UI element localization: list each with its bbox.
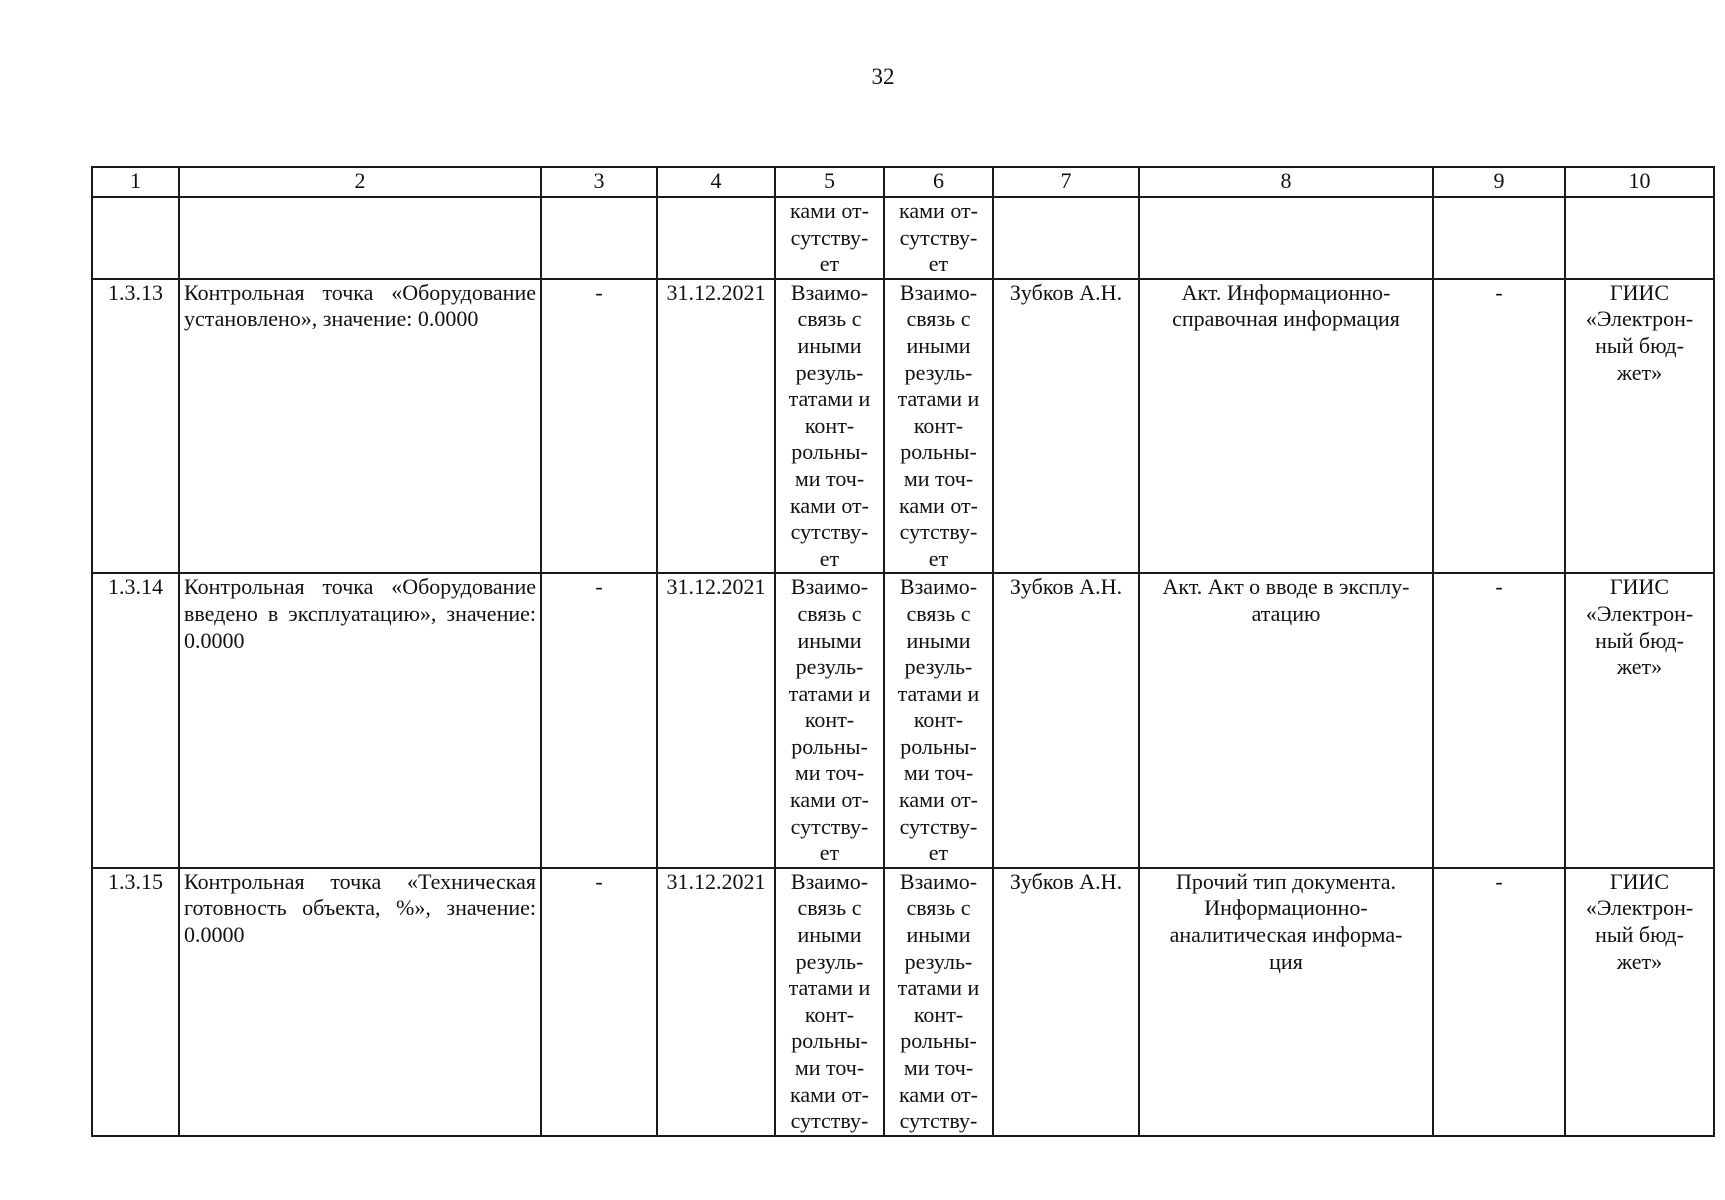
text-line: Информационно- xyxy=(1204,895,1368,921)
cell-empty xyxy=(1139,197,1433,279)
text-line: ет xyxy=(928,251,949,277)
relation-cell xyxy=(884,197,993,279)
text-line: «Электрон- xyxy=(1585,895,1694,921)
text-line: ет xyxy=(928,545,949,571)
table-row xyxy=(92,868,1714,1136)
text-line: иными xyxy=(906,332,971,358)
text-line: связь с xyxy=(906,895,971,921)
header-cell-9: 9 xyxy=(1433,167,1565,197)
header-cell-2: 2 xyxy=(179,167,541,197)
page-number: 32 xyxy=(871,64,895,89)
text-line: иными xyxy=(906,627,971,653)
text-line: ми точ- xyxy=(794,465,865,491)
checkpoint-name: Контрольная точка «Оборудование введено в эксплуатацию», значение: 0.0000 xyxy=(179,573,541,868)
col3-value: - xyxy=(541,868,657,1136)
text-line: справочная информация xyxy=(1172,306,1400,332)
text-line: связь с xyxy=(906,600,971,626)
text-line: ция xyxy=(1269,948,1303,974)
header-cell-1: 1 xyxy=(92,167,179,197)
cell-empty xyxy=(993,197,1139,279)
header-cell-8: 8 xyxy=(1139,167,1433,197)
relation-cell xyxy=(775,573,884,868)
col9-value: - xyxy=(1433,573,1565,868)
col3-value: - xyxy=(541,573,657,868)
text-line: татами и xyxy=(788,680,871,706)
text-line: сутству- xyxy=(899,224,978,250)
relation-cell xyxy=(884,279,993,574)
row-number: 1.3.15 xyxy=(92,868,179,1136)
text-line: сутству- xyxy=(899,519,978,545)
table-row xyxy=(92,573,1714,868)
text-line: жет» xyxy=(1616,654,1663,680)
col9-value: - xyxy=(1433,868,1565,1136)
text-line: ный бюд- xyxy=(1595,332,1684,358)
text-line: конт- xyxy=(913,412,964,438)
text-line: ет xyxy=(819,545,840,571)
text-line: иными xyxy=(797,332,862,358)
text-line: Акт. Акт о вводе в эксплу- xyxy=(1162,574,1410,600)
text-line: ми точ- xyxy=(903,1055,974,1080)
text-line: Акт. Информационно- xyxy=(1181,279,1391,305)
text-line: аналитическая информа- xyxy=(1169,922,1403,948)
col9-value: - xyxy=(1433,279,1565,574)
text-line: сутству- xyxy=(899,1108,978,1134)
row-number: 1.3.13 xyxy=(92,279,179,574)
table-row xyxy=(92,279,1714,574)
text-line: атацию xyxy=(1251,600,1321,626)
text-line: сутству- xyxy=(790,813,869,839)
text-line: татами и xyxy=(788,975,871,1001)
text-line: резуль- xyxy=(795,654,864,680)
text-line: ный бюд- xyxy=(1595,922,1684,948)
text-line: Взаимо- xyxy=(899,574,978,600)
text-line: иными xyxy=(906,922,971,948)
checkpoint-name: Контрольная точка «Техническая готовность объекта, %», значение: 0.0000 xyxy=(179,868,541,1136)
text-line: ками от- xyxy=(899,492,978,518)
information-system xyxy=(1565,868,1714,1136)
due-date: 31.12.2021 xyxy=(657,573,775,868)
responsible-person: Зубков А.Н. xyxy=(993,279,1139,574)
text-line: связь с xyxy=(797,895,862,921)
header-cell-5: 5 xyxy=(775,167,884,197)
text-line: конт- xyxy=(804,412,855,438)
checkpoint-name: Контрольная точка «Оборудование установлено», значение: 0.0000 xyxy=(179,279,541,574)
text-line: ГИИС xyxy=(1609,279,1670,305)
text-line: ками от- xyxy=(790,492,869,518)
text-line: конт- xyxy=(804,707,855,733)
relation-cell xyxy=(775,279,884,574)
text-line: сутству- xyxy=(899,813,978,839)
row-number: 1.3.14 xyxy=(92,573,179,868)
text-line: ками от- xyxy=(899,1081,978,1107)
text-line: ками от- xyxy=(790,1081,869,1107)
text-line: ми точ- xyxy=(903,465,974,491)
header-cell-4: 4 xyxy=(657,167,775,197)
text-line: конт- xyxy=(913,1001,964,1027)
text-line: сутству- xyxy=(790,519,869,545)
cell-empty xyxy=(1565,197,1714,279)
text-line: резуль- xyxy=(904,359,973,385)
text-line: рольны- xyxy=(900,733,977,759)
text-line: ГИИС xyxy=(1609,574,1670,600)
text-line: ет xyxy=(819,251,840,277)
text-line: конт- xyxy=(804,1001,855,1027)
text-line: татами и xyxy=(788,386,871,412)
text-line: ками от- xyxy=(790,198,869,223)
text-line: Взаимо- xyxy=(790,868,869,894)
text-line: ГИИС xyxy=(1609,868,1670,894)
text-line: Прочий тип документа. xyxy=(1176,868,1396,894)
text-line: ками от- xyxy=(899,198,978,223)
text-line: ет xyxy=(928,840,949,866)
text-line: Взаимо- xyxy=(899,868,978,894)
text-line: татами и xyxy=(897,975,980,1001)
text-line: конт- xyxy=(913,707,964,733)
text-line: ет xyxy=(819,840,840,866)
cell-empty xyxy=(92,197,179,279)
text-line: резуль- xyxy=(795,359,864,385)
responsible-person: Зубков А.Н. xyxy=(993,868,1139,1136)
text-line: ный бюд- xyxy=(1595,627,1684,653)
header-row xyxy=(92,167,1714,197)
text-line: ми точ- xyxy=(794,760,865,786)
text-line: рольны- xyxy=(900,439,977,465)
due-date: 31.12.2021 xyxy=(657,868,775,1136)
text-line: сутству- xyxy=(790,1108,869,1134)
text-line: резуль- xyxy=(904,948,973,974)
col3-value: - xyxy=(541,279,657,574)
text-line: рольны- xyxy=(791,439,868,465)
text-line: татами и xyxy=(897,680,980,706)
header-cell-6: 6 xyxy=(884,167,993,197)
text-line: резуль- xyxy=(795,948,864,974)
cell-empty xyxy=(657,197,775,279)
relation-cell xyxy=(775,197,884,279)
information-system xyxy=(1565,573,1714,868)
text-line: связь с xyxy=(906,306,971,332)
header-cell-3: 3 xyxy=(541,167,657,197)
text-line: иными xyxy=(797,922,862,948)
relation-cell xyxy=(884,868,993,1136)
responsible-person: Зубков А.Н. xyxy=(993,573,1139,868)
measures-table xyxy=(91,166,1715,1137)
relation-cell xyxy=(775,868,884,1136)
information-system xyxy=(1565,279,1714,574)
header-cell-7: 7 xyxy=(993,167,1139,197)
text-line: рольны- xyxy=(791,1028,868,1054)
text-line: резуль- xyxy=(904,654,973,680)
text-line: «Электрон- xyxy=(1585,306,1694,332)
document-type xyxy=(1139,573,1433,868)
text-line: ми точ- xyxy=(903,760,974,786)
cell-empty xyxy=(179,197,541,279)
text-line: связь с xyxy=(797,600,862,626)
text-line: жет» xyxy=(1616,948,1663,974)
relation-cell xyxy=(884,573,993,868)
due-date: 31.12.2021 xyxy=(657,279,775,574)
document-type xyxy=(1139,868,1433,1136)
text-line: сутству- xyxy=(790,224,869,250)
cell-empty xyxy=(1433,197,1565,279)
text-line: ми точ- xyxy=(794,1055,865,1080)
text-line: «Электрон- xyxy=(1585,600,1694,626)
cell-empty xyxy=(541,197,657,279)
continuation-row xyxy=(92,197,1714,279)
text-line: Взаимо- xyxy=(790,279,869,305)
text-line: жет» xyxy=(1616,359,1663,385)
text-line: иными xyxy=(797,627,862,653)
text-line: татами и xyxy=(897,386,980,412)
text-line: связь с xyxy=(797,306,862,332)
document-type xyxy=(1139,279,1433,574)
text-line: рольны- xyxy=(900,1028,977,1054)
text-line: Взаимо- xyxy=(790,574,869,600)
header-cell-10: 10 xyxy=(1565,167,1714,197)
text-line: Взаимо- xyxy=(899,279,978,305)
text-line: рольны- xyxy=(791,733,868,759)
text-line: ками от- xyxy=(790,787,869,813)
text-line: ками от- xyxy=(899,787,978,813)
